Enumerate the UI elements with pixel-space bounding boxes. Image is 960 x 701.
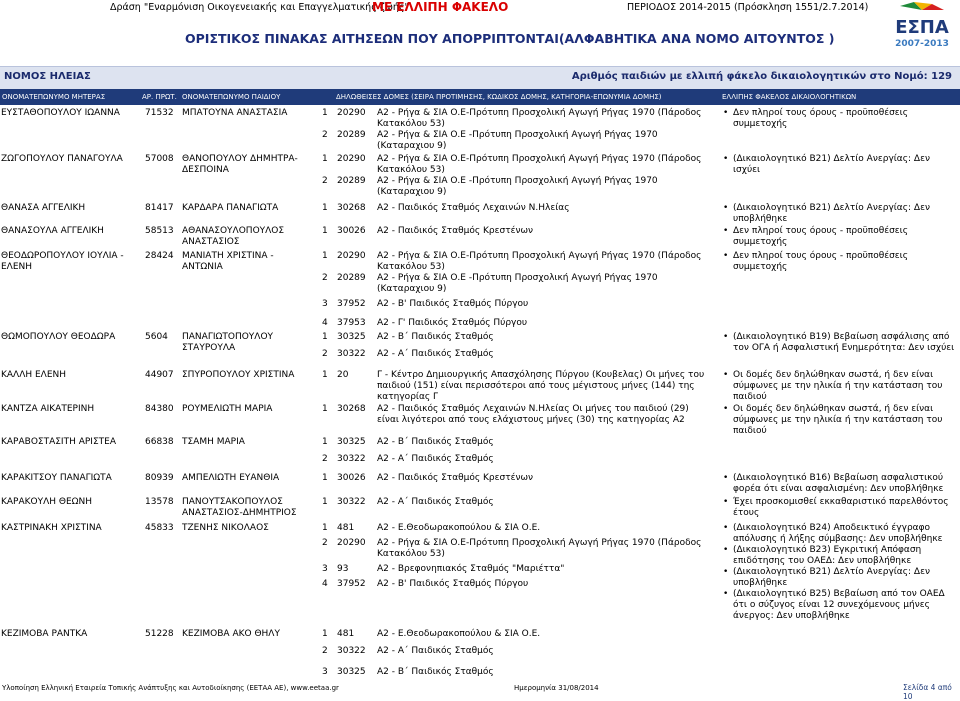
protocol-number: 80939 <box>145 473 174 483</box>
structure-list <box>322 154 712 198</box>
structure-code: 20290 <box>337 538 366 548</box>
structure-item <box>322 437 712 448</box>
missing-document-item: • (Δικαιολογητικό Β25) Βεβαίωση από τον ΟΑΕΔ ότι ο σύζυγος είναι 12 συνεχόμενους μήνες άνεργος: Δεν υποβλήθηκε <box>722 589 958 622</box>
structure-name: Α2 - Β΄ Παιδικός Σταθμός <box>377 667 494 677</box>
structure-code: 20290 <box>337 108 366 118</box>
structure-code: 481 <box>337 629 355 639</box>
mother-name: ΚΑΡΑΒΟΣΤΑΣΙΤΗ ΑΡΙΣΤΕΑ <box>1 437 116 447</box>
structure-list <box>322 523 712 590</box>
structure-item <box>322 497 712 508</box>
structure-name: Α2 - Παιδικός Σταθμός Κρεστένων <box>377 473 534 483</box>
preference-order: 2 <box>322 646 328 656</box>
mother-name: ΖΩΓΟΠΟΥΛΟΥ ΠΑΝΑΓΟΥΛΑ <box>1 154 123 164</box>
structure-name: Α2 - Ε.Θεοδωρακοπούλου & ΣΙΑ Ο.Ε. <box>377 523 541 533</box>
missing-document-item: • (Δικαιολογητικό Β16) Βεβαίωση ασφαλιστικού φορέα ότι είναι ασφαλισμένη: Δεν υποβλήθηκε <box>722 473 958 495</box>
child-name: ΑΜΠΕΛΙΩΤΗ ΕΥΑΝΘΙΑ <box>182 473 280 483</box>
missing-documents <box>722 497 958 519</box>
structure-name: Α2 - Ρήγα & ΣΙΑ Ο.Ε-Πρότυπη Προσχολική Αγωγή Ρήγας 1970 (Πάροδος Κατακόλου 53) <box>377 154 702 175</box>
structure-item <box>322 226 712 237</box>
structure-item <box>322 404 712 437</box>
structure-item <box>322 667 712 678</box>
mother-name: ΚΕΖΙΜΟΒΑ ΡΑΝΤΚΑ <box>1 629 88 639</box>
missing-document-item: • (Δικαιολογητικό Β19) Βεβαίωση ασφάλισης από τον ΟΓΑ ή Ασφαλιστική Ενημερότητα: Δεν ισχύει <box>722 332 958 354</box>
preference-order: 3 <box>322 564 328 574</box>
structure-name: Α2 - Β΄ Παιδικός Σταθμός <box>377 437 494 447</box>
structure-name: Α2 - Παιδικός Σταθμός Λεχαινών Ν.Ηλείας Οι μήνες του παιδιού (29) είναι λιγότεροι από τους ελάχιστους μήνες (30) της κατηγορίας Α2 <box>377 404 689 425</box>
structure-code: 20289 <box>337 130 366 140</box>
mother-name: ΚΑΛΛΗ ΕΛΕΝΗ <box>1 370 67 380</box>
protocol-number: 58513 <box>145 226 174 236</box>
preference-order: 2 <box>322 130 328 140</box>
structure-code: 30322 <box>337 454 366 464</box>
structure-name: Α2 - Ρήγα & ΣΙΑ Ο.Ε -Πρότυπη Προσχολική Αγωγή Ρήγας 1970 (Καταραχιου 9) <box>377 273 658 294</box>
structure-name: Α2 - Β' Παιδικός Σταθμός Πύργου <box>377 299 529 309</box>
missing-document-item: • (Δικαιολογητικό Β21) Δελτίο Ανεργίας: Δεν υποβλήθηκε <box>722 203 958 225</box>
structure-code: 37952 <box>337 299 366 309</box>
missing-documents <box>722 251 958 273</box>
mother-name: ΚΑΣΤΡΙΝΑΚΗ ΧΡΙΣΤΙΝΑ <box>1 523 102 533</box>
structure-item <box>322 523 712 534</box>
structure-list <box>322 437 712 465</box>
structure-list <box>322 404 712 437</box>
structure-item <box>322 564 712 575</box>
structure-item <box>322 203 712 214</box>
structure-list <box>322 629 712 678</box>
protocol-number: 57008 <box>145 154 174 164</box>
missing-document-item: • (Δικαιολογητικό Β21) Δελτίο Ανεργίας: Δεν ισχύει <box>722 154 958 176</box>
preference-order: 1 <box>322 203 328 213</box>
preference-order: 2 <box>322 538 328 548</box>
preference-order: 4 <box>322 318 328 328</box>
child-name: ΘΑΝΟΠΟΥΛΟΥ ΔΗΜΗΤΡΑ-ΔΕΣΠΟΙΝΑ <box>182 154 298 175</box>
protocol-number: 5604 <box>145 332 168 342</box>
mother-name: ΘΩΜΟΠΟΥΛΟΥ ΘΕΟΔΩΡΑ <box>1 332 116 342</box>
missing-document-item: • (Δικαιολογητικό Β23) Εγκριτική Απόφαση επιδότησης του ΟΑΕΔ: Δεν υποβλήθηκε <box>722 545 958 567</box>
structure-name: Α2 - Παιδικός Σταθμός Κρεστένων <box>377 226 534 236</box>
structure-code: 30325 <box>337 667 366 677</box>
preference-order: 2 <box>322 349 328 359</box>
missing-documents <box>722 226 958 248</box>
structure-code: 20289 <box>337 273 366 283</box>
protocol-number: 51228 <box>145 629 174 639</box>
structure-name: Α2 - Α΄ Παιδικός Σταθμός <box>377 349 494 359</box>
structure-code: 30322 <box>337 497 366 507</box>
child-name: ΚΕΖΙΜΟΒΑ ΑΚΟ ΘΗΛΥ <box>182 629 280 639</box>
structure-code: 30325 <box>337 332 366 342</box>
structure-name: Α2 - Ε.Θεοδωρακοπούλου & ΣΙΑ Ο.Ε. <box>377 629 541 639</box>
structure-item <box>322 130 712 152</box>
col-structures: ΔΗΛΩΘΕΙΣΕΣ ΔΟΜΕΣ (ΣΕΙΡΑ ΠΡΟΤΙΜΗΣΗΣ, ΚΩΔΙΚΟΣ ΔΟΜΗΣ, ΚΑΤΗΓΟΡΙΑ-ΕΠΩΝΥΜΙΑ ΔΟΜΗΣ) <box>336 93 662 101</box>
region-band <box>0 66 960 89</box>
preference-order: 1 <box>322 370 328 380</box>
structure-code: 30268 <box>337 203 366 213</box>
structure-code: 30322 <box>337 349 366 359</box>
structure-code: 30026 <box>337 473 366 483</box>
children-count: Αριθμός παιδιών με ελλιπή φάκελο δικαιολογητικών στο Νομό: 129 <box>571 71 952 82</box>
structure-list <box>322 226 712 237</box>
preference-order: 2 <box>322 176 328 186</box>
structure-item <box>322 154 712 176</box>
preference-order: 4 <box>322 579 328 589</box>
structure-name: Α2 - Γ' Παιδικός Σταθμός Πύργου <box>377 318 528 328</box>
mother-name: ΘΕΟΔΩΡΟΠΟΥΛΟΥ ΙΟΥΛΙΑ - ΕΛΕΝΗ <box>1 251 124 272</box>
structure-code: 20290 <box>337 251 366 261</box>
structure-name: Α2 - Β' Παιδικός Σταθμός Πύργου <box>377 579 529 589</box>
structure-name: Α2 - Βρεφονηπιακός Σταθμός "Μαριέττα" <box>377 564 565 574</box>
structure-name: Α2 - Α΄ Παιδικός Σταθμός <box>377 646 494 656</box>
mother-name: ΘΑΝΑΣΑ ΑΓΓΕΛΙΚΗ <box>1 203 86 213</box>
preference-order: 1 <box>322 473 328 483</box>
structure-code: 20290 <box>337 154 366 164</box>
mother-name: ΚΑΝΤΖΑ ΑΙΚΑΤΕΡΙΝΗ <box>1 404 95 414</box>
structure-code: 30325 <box>337 437 366 447</box>
missing-documents <box>722 370 958 403</box>
protocol-number: 44907 <box>145 370 174 380</box>
protocol-number: 81417 <box>145 203 174 213</box>
child-name: ΜΠΑΤΟΥΝΑ ΑΝΑΣΤΑΣΙΑ <box>182 108 288 118</box>
preference-order: 1 <box>322 154 328 164</box>
protocol-number: 66838 <box>145 437 174 447</box>
preference-order: 1 <box>322 497 328 507</box>
preference-order: 3 <box>322 299 328 309</box>
protocol-number: 84380 <box>145 404 174 414</box>
structure-name: Α2 - Ρήγα & ΣΙΑ Ο.Ε -Πρότυπη Προσχολική Αγωγή Ρήγας 1970 (Καταραχιου 9) <box>377 176 658 197</box>
preference-order: 1 <box>322 251 328 261</box>
structure-code: 481 <box>337 523 355 533</box>
missing-documents <box>722 108 958 130</box>
structure-item <box>322 273 712 295</box>
structure-code: 20 <box>337 370 349 380</box>
preference-order: 1 <box>322 108 328 118</box>
col-mother: ΟΝΟΜΑΤΕΠΩΝΥΜΟ ΜΗΤΕΡΑΣ <box>2 93 106 101</box>
footer-date: Ημερομηνία 31/08/2014 <box>514 684 599 692</box>
col-protocol: ΑΡ. ΠΡΩΤ. <box>142 93 177 101</box>
structure-name: Α2 - Α΄ Παιδικός Σταθμός <box>377 497 494 507</box>
col-child: ΟΝΟΜΑΤΕΠΩΝΥΜΟ ΠΑΙΔΙΟΥ <box>182 93 281 101</box>
missing-documents <box>722 332 958 354</box>
structure-item <box>322 176 712 198</box>
table-header <box>0 89 960 105</box>
preference-order: 1 <box>322 332 328 342</box>
missing-documents <box>722 203 958 225</box>
missing-document-item: • (Δικαιολογητικό Β21) Δελτίο Ανεργίας: Δεν υποβλήθηκε <box>722 567 958 589</box>
preference-order: 2 <box>322 454 328 464</box>
missing-document-item: • Δεν πληροί τους όρους - προϋποθέσεις συμμετοχής <box>722 251 958 273</box>
logo-years: 2007-2013 <box>895 39 949 49</box>
structure-name: Α2 - Παιδικός Σταθμός Λεχαινών Ν.Ηλείας <box>377 203 570 213</box>
preference-order: 2 <box>322 273 328 283</box>
missing-document-item: • Δεν πληροί τους όρους - προϋποθέσεις συμμετοχής <box>722 226 958 248</box>
mother-name: ΚΑΡΑΚΙΤΣΟΥ ΠΑΝΑΓΙΩΤΑ <box>1 473 112 483</box>
protocol-number: 13578 <box>145 497 174 507</box>
page-title: ΟΡΙΣΤΙΚΟΣ ΠΙΝΑΚΑΣ ΑΙΤΗΣΕΩΝ ΠΟΥ ΑΠΟΡΡΙΠΤΟΝΤΑΙ(ΑΛΦΑΒΗΤΙΚΑ ΑΝΑ ΝΟΜΟ ΑΙΤΟΥΝΤΟΣ ) <box>185 31 835 46</box>
program-title: Δράση "Εναρμόνιση Οικογενειακής και Επαγγελματικής ζωής" <box>110 2 409 13</box>
missing-documents <box>722 523 958 622</box>
structure-item <box>322 629 712 640</box>
period-label: ΠΕΡΙΟΔΟΣ 2014-2015 (Πρόσκληση 1551/2.7.2014) <box>627 2 869 13</box>
structure-item <box>322 332 712 343</box>
structure-item <box>322 370 712 403</box>
structure-code: 37952 <box>337 579 366 589</box>
mother-name: ΘΑΝΑΣΟΥΛΑ ΑΓΓΕΛΙΚΗ <box>1 226 104 236</box>
structure-list <box>322 473 712 484</box>
structure-name: Α2 - Α΄ Παιδικός Σταθμός <box>377 454 494 464</box>
child-name: ΡΟΥΜΕΛΙΩΤΗ ΜΑΡΙΑ <box>182 404 273 414</box>
structure-code: 37953 <box>337 318 366 328</box>
structure-list <box>322 497 712 508</box>
structure-code: 30268 <box>337 404 366 414</box>
mother-name: ΚΑΡΑΚΟΥΛΗ ΘΕΩΝΗ <box>1 497 93 507</box>
preference-order: 1 <box>322 226 328 236</box>
structure-name: Α2 - Ρήγα & ΣΙΑ Ο.Ε -Πρότυπη Προσχολική Αγωγή Ρήγας 1970 (Καταραχιου 9) <box>377 130 658 151</box>
missing-document-item: • Έχει προσκομισθεί εκκαθαριστικό παρελθόντος έτους <box>722 497 958 519</box>
structure-name: Α2 - Ρήγα & ΣΙΑ Ο.Ε-Πρότυπη Προσχολική Αγωγή Ρήγας 1970 (Πάροδος Κατακόλου 53) <box>377 108 702 129</box>
protocol-number: 71532 <box>145 108 174 118</box>
structure-item <box>322 349 712 360</box>
structure-item <box>322 318 712 329</box>
structure-list <box>322 370 712 403</box>
child-name: ΑΘΑΝΑΣΟΥΛΟΠΟΥΛΟΣ ΑΝΑΣΤΑΣΙΟΣ <box>182 226 285 247</box>
incomplete-file-heading: ΜΕ ΕΛΛΙΠΗ ΦΑΚΕΛΟ <box>372 0 509 14</box>
structure-list <box>322 203 712 214</box>
structure-item <box>322 299 712 310</box>
structure-name: Γ - Κέντρο Δημιουργικής Απασχόλησης Πύργου (Κουβελας) Οι μήνες του παιδιού (151) είναι περισσότεροι από τους μέγιστους μήνες (144) της κατηγορίας Γ <box>377 370 705 402</box>
structure-list <box>322 332 712 360</box>
missing-document-item: • Δεν πληροί τους όρους - προϋποθέσεις συμμετοχής <box>722 108 958 130</box>
protocol-number: 28424 <box>145 251 174 261</box>
child-name: ΣΠΥΡΟΠΟΥΛΟΥ ΧΡΙΣΤΙΝΑ <box>182 370 295 380</box>
preference-order: 1 <box>322 629 328 639</box>
missing-document-item: • Οι δομές δεν δηλώθηκαν σωστά, ή δεν είναι σύμφωνες με την ηλικία ή την κατάσταση του παιδιού <box>722 404 958 437</box>
logo-text: ΕΣΠΑ <box>895 17 949 38</box>
structure-code: 20289 <box>337 176 366 186</box>
child-name: ΤΖΕΝΗΣ ΝΙΚΟΛΑΟΣ <box>182 523 269 533</box>
structure-item <box>322 251 712 273</box>
page-number: Σελίδα 4 από 10 <box>903 683 952 701</box>
child-name: ΚΑΡΔΑΡΑ ΠΑΝΑΓΙΩΤΑ <box>182 203 279 213</box>
missing-documents <box>722 404 958 437</box>
child-name: ΤΣΑΜΗ ΜΑΡΙΑ <box>182 437 245 447</box>
missing-documents <box>722 154 958 176</box>
structure-code: 30026 <box>337 226 366 236</box>
espa-logo <box>892 0 952 52</box>
col-missing-docs: ΕΛΛΙΠΗΣ ΦΑΚΕΛΟΣ ΔΙΚΑΙΟΛΟΓΗΤΙΚΩΝ <box>722 93 857 101</box>
child-name: ΠΑΝΟΥΤΣΑΚΟΠΟΥΛΟΣ ΑΝΑΣΤΑΣΙΟΣ-ΔΗΜΗΤΡΙΟΣ <box>182 497 297 518</box>
footer-implementation: Υλοποίηση Ελληνική Εταιρεία Τοπικής Ανάπτυξης και Αυτοδιοίκησης (ΕΕΤΑΑ ΑΕ), www.eetaa.gr <box>2 684 339 692</box>
structure-list <box>322 251 712 329</box>
structure-list <box>322 108 712 152</box>
structure-item <box>322 454 712 465</box>
structure-name: Α2 - Ρήγα & ΣΙΑ Ο.Ε-Πρότυπη Προσχολική Αγωγή Ρήγας 1970 (Πάροδος Κατακόλου 53) <box>377 538 702 559</box>
region-name: ΝΟΜΟΣ ΗΛΕΙΑΣ <box>4 71 91 82</box>
structure-item <box>322 108 712 130</box>
preference-order: 1 <box>322 437 328 447</box>
preference-order: 1 <box>322 523 328 533</box>
structure-item <box>322 646 712 657</box>
structure-code: 93 <box>337 564 349 574</box>
preference-order: 3 <box>322 667 328 677</box>
structure-item <box>322 538 712 560</box>
protocol-number: 45833 <box>145 523 174 533</box>
structure-item <box>322 579 712 590</box>
structure-name: Α2 - Ρήγα & ΣΙΑ Ο.Ε-Πρότυπη Προσχολική Αγωγή Ρήγας 1970 (Πάροδος Κατακόλου 53) <box>377 251 702 272</box>
structure-item <box>322 473 712 484</box>
child-name: ΠΑΝΑΓΙΩΤΟΠΟΥΛΟΥ ΣΤΑΥΡΟΥΛΑ <box>182 332 274 353</box>
missing-documents <box>722 473 958 495</box>
structure-name: Α2 - Β΄ Παιδικός Σταθμός <box>377 332 494 342</box>
missing-document-item: • Οι δομές δεν δηλώθηκαν σωστά, ή δεν είναι σύμφωνες με την ηλικία ή την κατάσταση του παιδιού <box>722 370 958 403</box>
missing-document-item: • (Δικαιολογητικό Β24) Αποδεικτικό έγγραφο απόλυσης ή λήξης σύμβασης: Δεν υποβλήθηκε <box>722 523 958 545</box>
child-name: ΜΑΝΙΑΤΗ ΧΡΙΣΤΙΝΑ - ΑΝΤΩΝΙΑ <box>182 251 274 272</box>
structure-code: 30322 <box>337 646 366 656</box>
mother-name: ΕΥΣΤΑΘΟΠΟΥΛΟΥ ΙΩΑΝΝΑ <box>1 108 120 118</box>
preference-order: 1 <box>322 404 328 414</box>
